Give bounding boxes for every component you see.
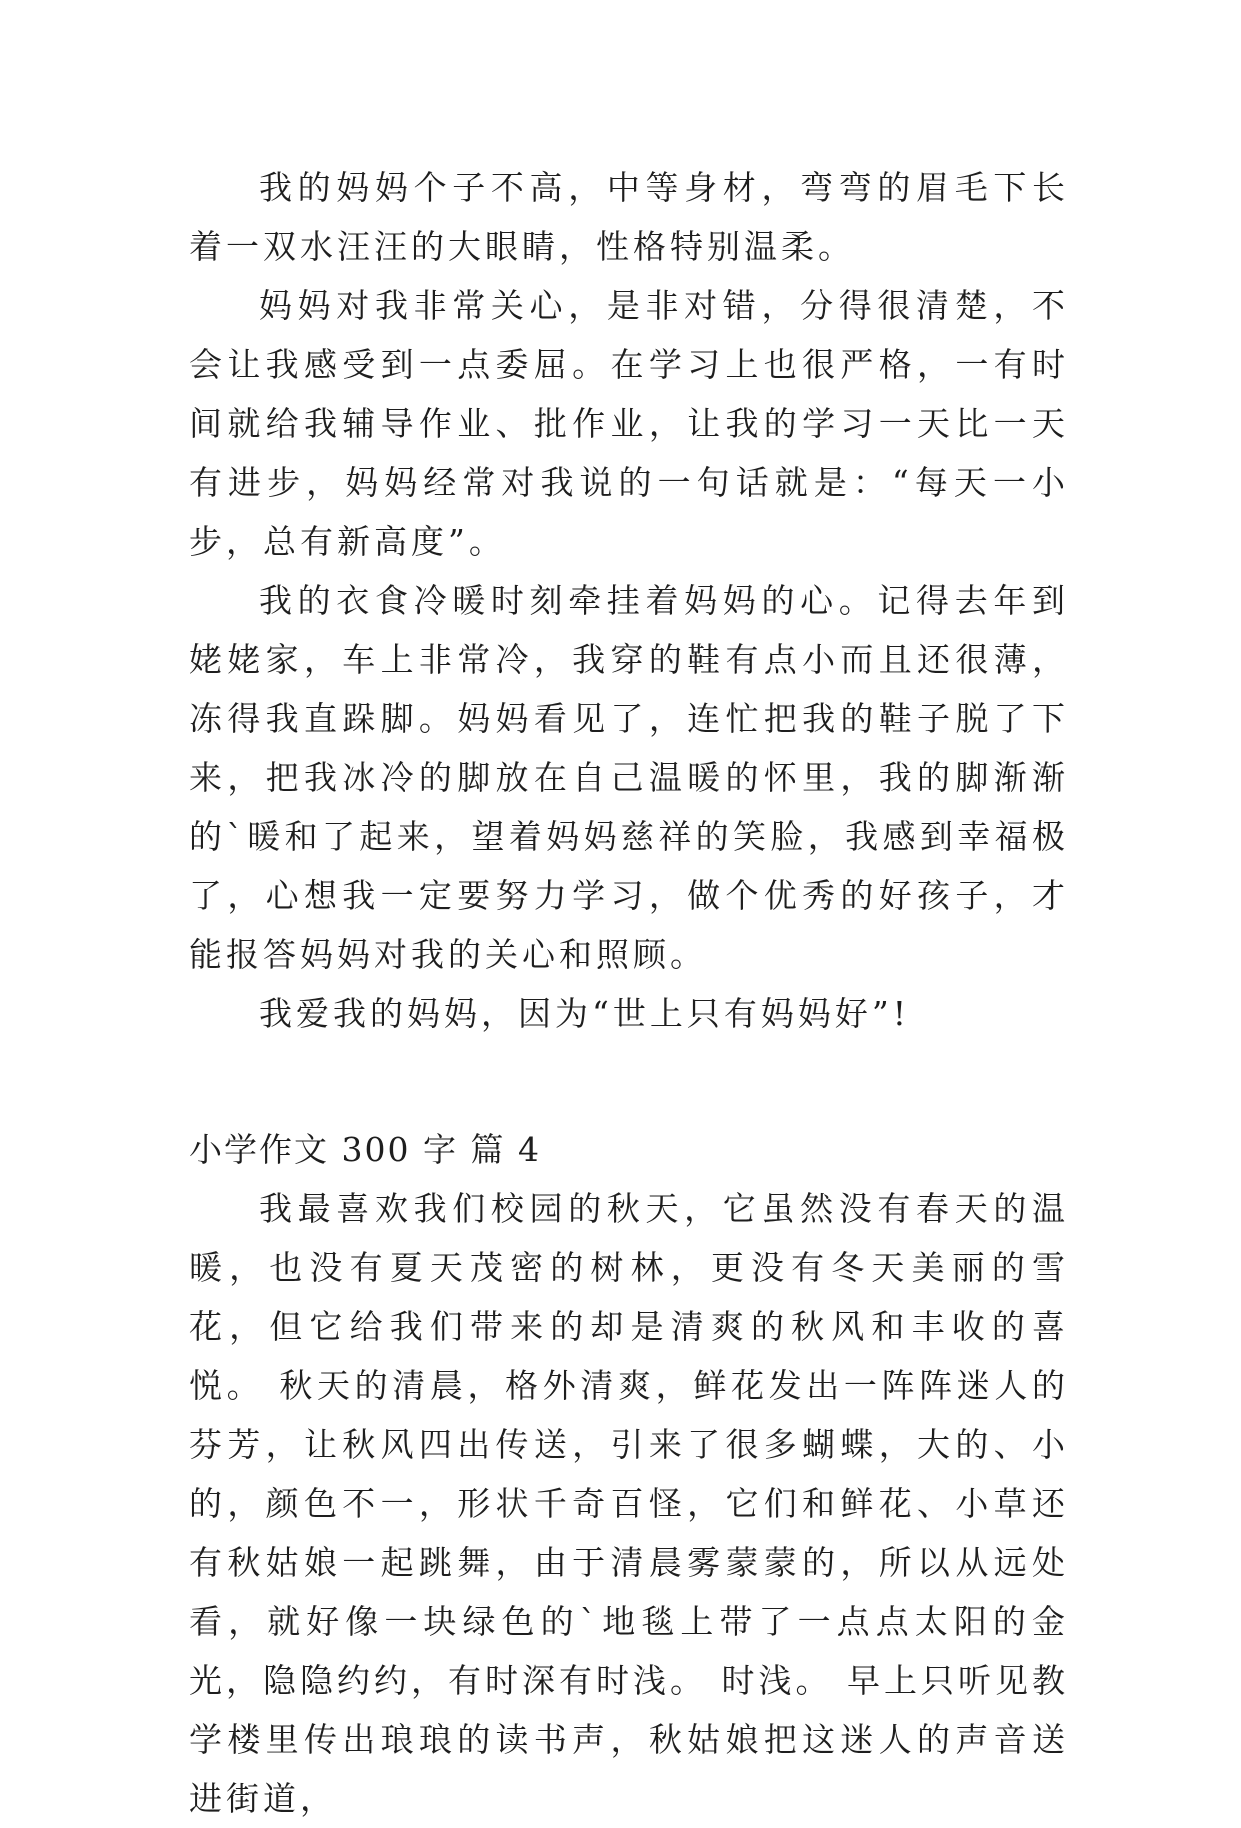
paragraph-mother-care: 妈妈对我非常关心，是非对错，分得很清楚，不会让我感受到一点委屈。在学习上也很严格，一有时间就给我辅导作业、批作业，让我的学习一天比一天有进步，妈妈经常对我说的一句话就是：“每天一小步，总有新高度”。	[189, 286, 1069, 561]
paragraph-mother-appearance: 我的妈妈个子不高，中等身材，弯弯的眉毛下长着一双水汪汪的大眼睛，性格特别温柔。	[189, 168, 1069, 266]
paragraph-love-mother: 我爱我的妈妈，因为“世上只有妈妈好”!	[259, 994, 911, 1033]
paragraph-autumn-campus: 我最喜欢我们校园的秋天，它虽然没有春天的温暖，也没有夏天茂密的树林，更没有冬天美丽的雪花，但它给我们带来的却是清爽的秋风和丰收的喜悦。 秋天的清晨，格外清爽，鲜花发出一阵阵迷人的芬芳，让秋风四出传送，引来了很多蝴蝶，大的、小的，颜色不一，形状千奇百怪，它们和鲜花、小草还有秋姑娘一起跳舞，由于清晨雾蒙蒙的，所以从远处看，就好像一块绿色的`地毯上带了一点点太阳的金光，隐隐约约，有时深有时浅。 时浅。 早上只听见教学楼里传出琅琅的读书声，秋姑娘把这迷人的声音送进街道，	[189, 1189, 1069, 1818]
section-heading: 小学作文 300 字 篇 4	[189, 1130, 541, 1169]
document-body	[189, 158, 1069, 1828]
paragraph-mother-warmth: 我的衣食冷暖时刻牵挂着妈妈的心。记得去年到姥姥家，车上非常冷，我穿的鞋有点小而且还很薄，冻得我直跺脚。妈妈看见了，连忙把我的鞋子脱了下来，把我冰冷的脚放在自己温暖的怀里，我的脚渐渐的`暖和了起来，望着妈妈慈祥的笑脸，我感到幸福极了，心想我一定要努力学习，做个优秀的好孩子，才能报答妈妈对我的关心和照顾。	[189, 581, 1069, 974]
